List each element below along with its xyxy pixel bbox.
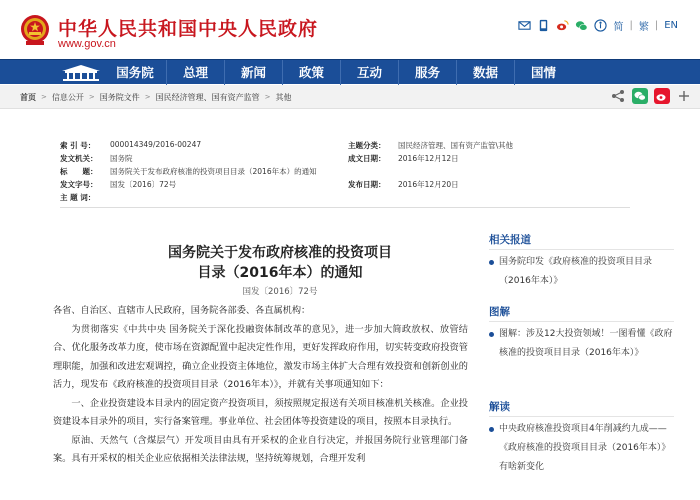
sidebar-interpretation-list <box>489 420 674 477</box>
meta-row-category <box>348 140 513 151</box>
sidebar-related-heading: 相关报道 <box>489 232 674 250</box>
nav-item-state-council[interactable]: 国务院 <box>116 65 154 80</box>
nav-item-premier[interactable]: 总理 <box>166 60 224 85</box>
sidebar-related-item[interactable] <box>489 253 674 291</box>
article-docno: 国发〔2016〕72号 <box>242 287 318 297</box>
meta-row-pubdate <box>348 179 459 190</box>
breadcrumb-info-disclosure[interactable]: 信息公开 <box>51 92 84 102</box>
document-metadata <box>60 133 630 203</box>
meta-pubdate-value: 2016年12月20日 <box>398 180 459 189</box>
nav-item-policy[interactable]: 政策 <box>282 60 340 85</box>
site-domain: www.gov.cn <box>58 38 116 50</box>
nav-item-news[interactable]: 新闻 <box>224 60 282 85</box>
share-weibo-icon[interactable] <box>654 88 670 104</box>
accessibility-icon[interactable] <box>594 19 607 32</box>
lang-simplified-link[interactable]: 简 <box>613 22 624 33</box>
article-paragraph: 原油、天然气（含煤层气）开发项目由具有开采权的企业自行决定，并报国务院行业管理部门备案。具有开采权的相关企业应依据相关法律法规，坚持统筹规划，合理开发利 <box>53 434 468 464</box>
article-title-line1: 国务院关于发布政府核准的投资项目 <box>168 245 392 261</box>
site-header <box>0 0 700 58</box>
breadcrumb <box>20 85 292 109</box>
share-wechat-icon[interactable] <box>632 88 648 104</box>
meta-row-issuer <box>60 153 133 164</box>
article-title <box>90 243 470 283</box>
lang-separator: | <box>654 20 659 31</box>
sidebar-graphic-heading: 图解 <box>489 304 674 322</box>
meta-row-title <box>60 166 317 177</box>
lang-en-link[interactable]: EN <box>664 20 678 31</box>
article-salutation: 各省、自治区、直辖市人民政府，国务院各部委、各直属机构： <box>53 305 311 316</box>
breadcrumb-home[interactable]: 首页 <box>20 92 36 102</box>
site-title[interactable]: 中华人民共和国中央人民政府 <box>58 18 319 40</box>
breadcrumb-bar <box>0 85 700 109</box>
meta-issuer-value: 国务院 <box>110 154 133 163</box>
meta-pubdate-label: 发布日期： <box>348 180 386 189</box>
lang-separator: | <box>629 20 633 31</box>
article-paragraph: 一、企业投资建设本目录内的固定资产投资项目，须按照规定报送有关项目核准机关核准。企业投资建设本目录外的项目，实行备案管理。事业单位、社会团体等投资建设的项目，按照本目录执行。 <box>53 397 468 427</box>
article-title-line2: 目录（2016年本）的通知 <box>197 265 363 281</box>
national-emblem-icon[interactable] <box>20 14 50 46</box>
breadcrumb-arrow-icon: > <box>88 93 95 101</box>
sidebar-graphic <box>489 304 674 363</box>
home-building-icon[interactable] <box>58 62 104 83</box>
sidebar-interpretation-item[interactable] <box>489 420 674 477</box>
meta-keywords-label: 主 题 词： <box>60 193 96 202</box>
breadcrumb-other[interactable]: 其他 <box>275 92 292 102</box>
breadcrumb-arrow-icon: > <box>41 93 47 101</box>
breadcrumb-state-council-docs[interactable]: 国务院文件 <box>99 92 140 102</box>
meta-row-index <box>60 140 201 151</box>
sidebar-interpretation-link[interactable]: 中央政府核准投资项目4年削减约九成——《政府核准的投资项目目录（2016年本）》有啥新变化 <box>499 424 671 472</box>
nav-item-interaction[interactable]: 互动 <box>340 60 398 85</box>
mobile-icon[interactable] <box>537 19 550 32</box>
share-icon[interactable] <box>610 88 626 104</box>
meta-issuer-label: 发文机关： <box>60 154 98 163</box>
article-body <box>53 302 468 469</box>
sidebar-graphic-list <box>489 325 674 363</box>
meta-title-value: 国务院关于发布政府核准的投资项目目录（2016年本）的通知 <box>110 167 317 176</box>
sidebar-interpretation <box>489 399 674 477</box>
sidebar-graphic-link[interactable]: 图解：涉及12大投资领域！一图看懂《政府核准的投资项目目录（2016年本）》 <box>499 329 673 358</box>
meta-row-keywords <box>60 192 110 203</box>
meta-category-label: 主题分类： <box>348 141 386 150</box>
meta-docno-value: 国发〔2016〕72号 <box>110 180 177 189</box>
mail-icon[interactable] <box>518 19 531 32</box>
meta-category-value: 国民经济管理、国有资产监管\其他 <box>398 141 514 150</box>
share-more-icon[interactable] <box>676 88 692 104</box>
meta-row-date <box>348 153 459 164</box>
sidebar-interpretation-heading: 解读 <box>489 399 674 417</box>
lang-traditional-link[interactable]: 繁 <box>638 22 649 33</box>
sidebar-graphic-item[interactable] <box>489 325 674 363</box>
nav-item-data[interactable]: 数据 <box>456 60 514 85</box>
meta-docno-label: 发文字号： <box>60 180 98 189</box>
sidebar-related-list <box>489 253 674 291</box>
top-tools <box>518 18 678 33</box>
sidebar-related <box>489 232 674 291</box>
wechat-icon[interactable] <box>575 19 588 32</box>
meta-date-label: 成文日期： <box>348 154 386 163</box>
meta-date-value: 2016年12月12日 <box>398 154 459 163</box>
meta-title-label: 标 题： <box>60 167 98 176</box>
weibo-icon[interactable] <box>556 19 569 32</box>
breadcrumb-arrow-icon: > <box>144 93 151 101</box>
breadcrumb-category[interactable]: 国民经济管理、国有资产监管 <box>155 92 260 102</box>
meta-row-docno <box>60 179 176 190</box>
nav-item-services[interactable]: 服务 <box>398 60 456 85</box>
share-bar <box>610 88 692 104</box>
meta-index-label: 索 引 号： <box>60 141 96 150</box>
meta-divider <box>60 207 630 208</box>
breadcrumb-arrow-icon: > <box>264 93 271 101</box>
sidebar-related-link[interactable]: 国务院印发《政府核准的投资项目目录（2016年本）》 <box>499 257 653 286</box>
meta-index-value: 000014349/2016-00247 <box>110 140 202 149</box>
nav-item-national-info[interactable]: 国情 <box>514 60 572 85</box>
article-paragraph: 为贯彻落实《中共中央 国务院关于深化投融资体制改革的意见》，进一步加大简政放权、放管结合、优化服务改革力度，使市场在资源配置中起决定性作用，更好发挥政府作用，切实转变政府投资管理职能，加强和改进宏观调控，确立企业投资主体地位，激发市场主体扩大合理有效投资和创新创业的活力，现发布《政府核准的投资项目目录（2016年本）》，并就有关事项通知如下： <box>53 323 468 390</box>
main-nav <box>0 59 700 84</box>
